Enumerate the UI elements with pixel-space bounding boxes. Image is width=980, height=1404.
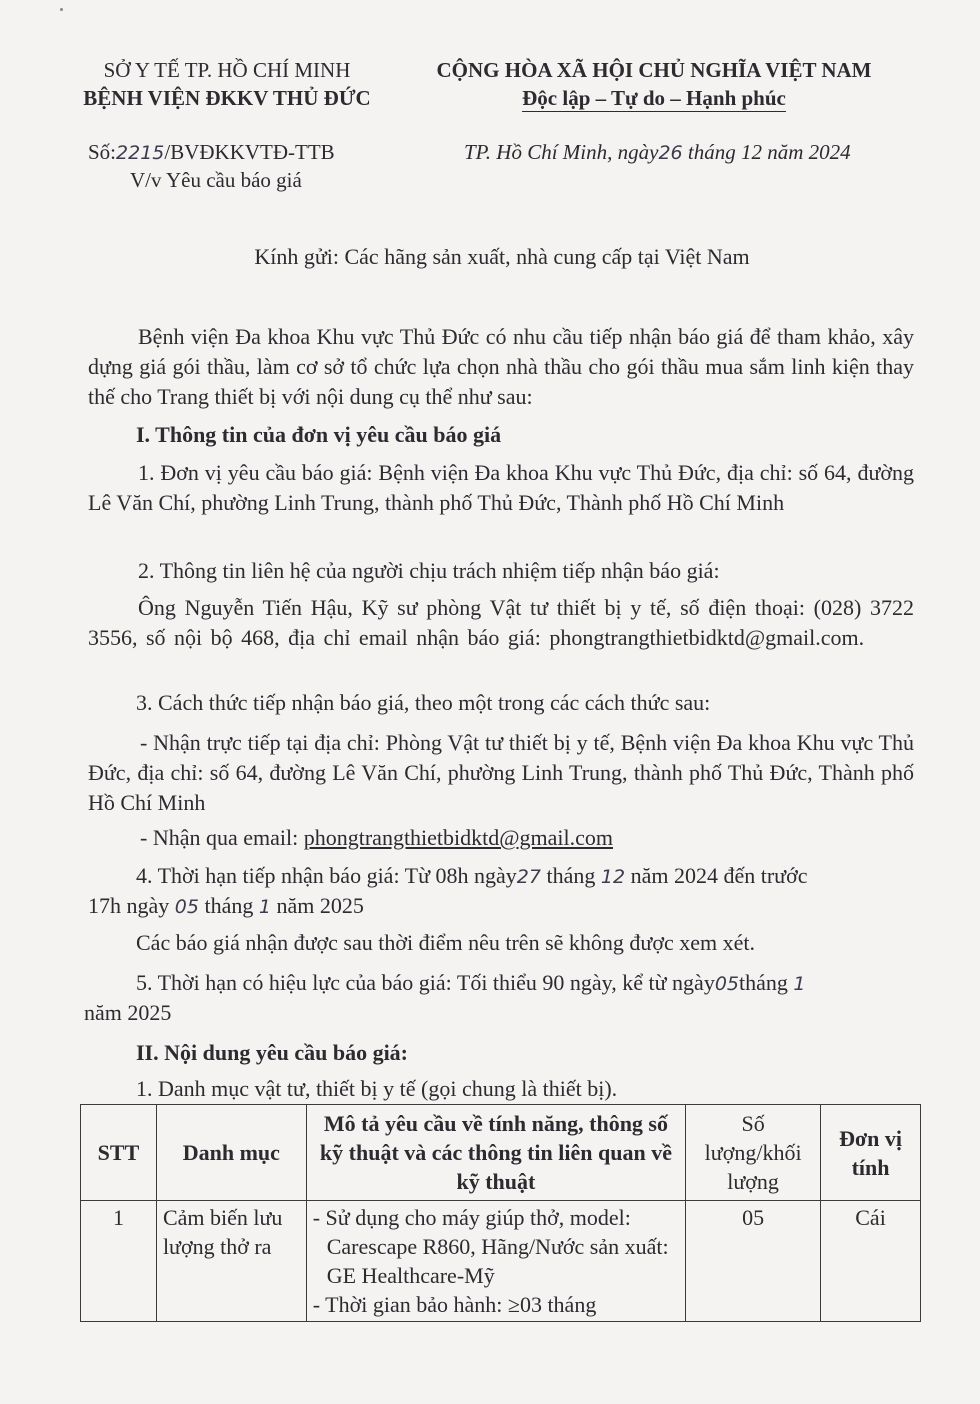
header-quantity: Số lượng/khối lượng (686, 1105, 821, 1201)
receipt-deadline-line1 (136, 863, 807, 889)
validity-text-b: tháng (739, 970, 788, 995)
receipt-deadline-line2 (88, 893, 364, 919)
document-number (88, 140, 335, 165)
validity-line1 (136, 970, 806, 996)
document-date (464, 140, 851, 165)
date-suffix: tháng 12 năm 2024 (687, 140, 851, 164)
cell-description (306, 1201, 685, 1322)
agency-name: SỞ Y TẾ TP. HỒ CHÍ MINH (103, 58, 351, 82)
doc-number-prefix: Số: (88, 140, 117, 164)
doc-number-suffix: /BVĐKKVTĐ-TTB (164, 140, 335, 164)
email-method-label: - Nhận qua email: (140, 825, 304, 850)
email-link[interactable]: phongtrangthietbidktd@gmail.com (303, 825, 614, 850)
date-prefix: TP. Hồ Chí Minh, ngày (464, 140, 659, 164)
deadline-text-a: 4. Thời hạn tiếp nhận báo giá: Từ 08h ngày (136, 863, 517, 888)
receipt-methods-item: 3. Cách thức tiếp nhận báo giá, theo một trong các cách thức sau: (136, 690, 711, 715)
receipt-method-direct: - Nhận trực tiếp tại địa chỉ: Phòng Vật tư thiết bị y tế, Bệnh viện Đa khoa Khu vực Thủ Đức, địa chỉ: số 64, đường Lê Văn Chí, phường Linh Trung, thành phố Thủ Đức, Thành phố Hồ Chí Minh (88, 730, 914, 815)
section-1-heading: I. Thông tin của đơn vị yêu cầu báo giá (136, 422, 502, 447)
doc-number-handwritten: 2215 (116, 142, 165, 164)
equipment-list-item: 1. Danh mục vật tư, thiết bị y tế (gọi chung là thiết bị). (136, 1076, 618, 1101)
header-unit: Đơn vị tính (821, 1105, 921, 1201)
scan-speck (60, 8, 63, 11)
validity-month: 1 (793, 973, 806, 995)
deadline-day-start: 27 (516, 866, 541, 888)
hospital-name: BỆNH VIỆN ĐKKV THỦ ĐỨC (83, 86, 371, 110)
description-line-1: - Sử dụng cho máy giúp thở, model: Carescape R860, Hãng/Nước sản xuất: GE Healthcare-Mỹ (312, 1205, 669, 1288)
deadline-text-c: năm 2024 đến trước (630, 863, 808, 888)
contact-heading-item: 2. Thông tin liên hệ của người chịu trách nhiệm tiếp nhận báo giá: (138, 558, 720, 583)
description-line-2: - Thời gian bảo hành: ≥03 tháng (312, 1292, 597, 1317)
receipt-method-email (140, 825, 613, 851)
nation-name: CỘNG HÒA XÃ HỘI CHỦ NGHĨA VIỆT NAM (436, 58, 872, 82)
deadline-text-b: tháng (546, 863, 596, 888)
deadline-day-end: 05 (174, 896, 199, 918)
cell-stt: 1 (81, 1201, 157, 1322)
deadline-month-start: 12 (600, 866, 626, 888)
header-stt: STT (81, 1105, 157, 1201)
national-motto (398, 86, 910, 111)
header-description: Mô tả yêu cầu về tính năng, thông số kỹ thuật và các thông tin liên quan về kỹ thuật (306, 1105, 685, 1201)
validity-day: 05 (714, 973, 740, 995)
contact-details: Ông Nguyễn Tiến Hậu, Kỹ sư phòng Vật tư thiết bị y tế, số điện thoại: (028) 3722 3556, số nội bộ 468, địa chỉ email nhận báo giá: phongtrangthietbidktd@gmail.com. (88, 595, 914, 650)
table-row (81, 1201, 921, 1322)
cell-unit: Cái (821, 1201, 921, 1322)
deadline-text-f: năm 2025 (276, 893, 364, 918)
deadline-text-e: tháng (204, 893, 254, 918)
document-subject: V/v Yêu cầu báo giá (130, 168, 302, 192)
motto-text: Độc lập – Tự do – Hạnh phúc (522, 86, 786, 110)
validity-text-a: 5. Thời hạn có hiệu lực của báo giá: Tối thiểu 90 ngày, kể từ ngày (136, 970, 715, 995)
header-category: Danh mục (156, 1105, 306, 1201)
deadline-text-d: 17h ngày (88, 893, 170, 918)
section-2-heading: II. Nội dung yêu cầu báo giá: (136, 1040, 409, 1065)
late-quote-note: Các báo giá nhận được sau thời điểm nêu trên sẽ không được xem xét. (136, 930, 755, 955)
equipment-table (80, 1104, 921, 1322)
requesting-unit-item: 1. Đơn vị yêu cầu báo giá: Bệnh viện Đa khoa Khu vực Thủ Đức, địa chỉ: số 64, đường Lê Văn Chí, phường Linh Trung, thành phố Thủ Đức, Thành phố Hồ Chí Minh (88, 460, 914, 515)
validity-line2: năm 2025 (84, 1000, 172, 1025)
deadline-month-end: 1 (258, 896, 271, 918)
cell-category: Cảm biến lưu lượng thở ra (156, 1201, 306, 1322)
cell-quantity: 05 (686, 1201, 821, 1322)
intro-paragraph: Bệnh viện Đa khoa Khu vực Thủ Đức có nhu cầu tiếp nhận báo giá để tham khảo, xây dựng giá gói thầu, làm cơ sở tổ chức lựa chọn nhà thầu cho gói thầu mua sắm linh kiện thay thế cho Trang thiết bị với nội dung cụ thể như sau: (88, 324, 914, 409)
date-day-handwritten: 26 (658, 142, 683, 164)
table-header-row (81, 1105, 921, 1201)
recipient-line: Kính gửi: Các hãng sản xuất, nhà cung cấp tại Việt Nam (254, 244, 750, 269)
